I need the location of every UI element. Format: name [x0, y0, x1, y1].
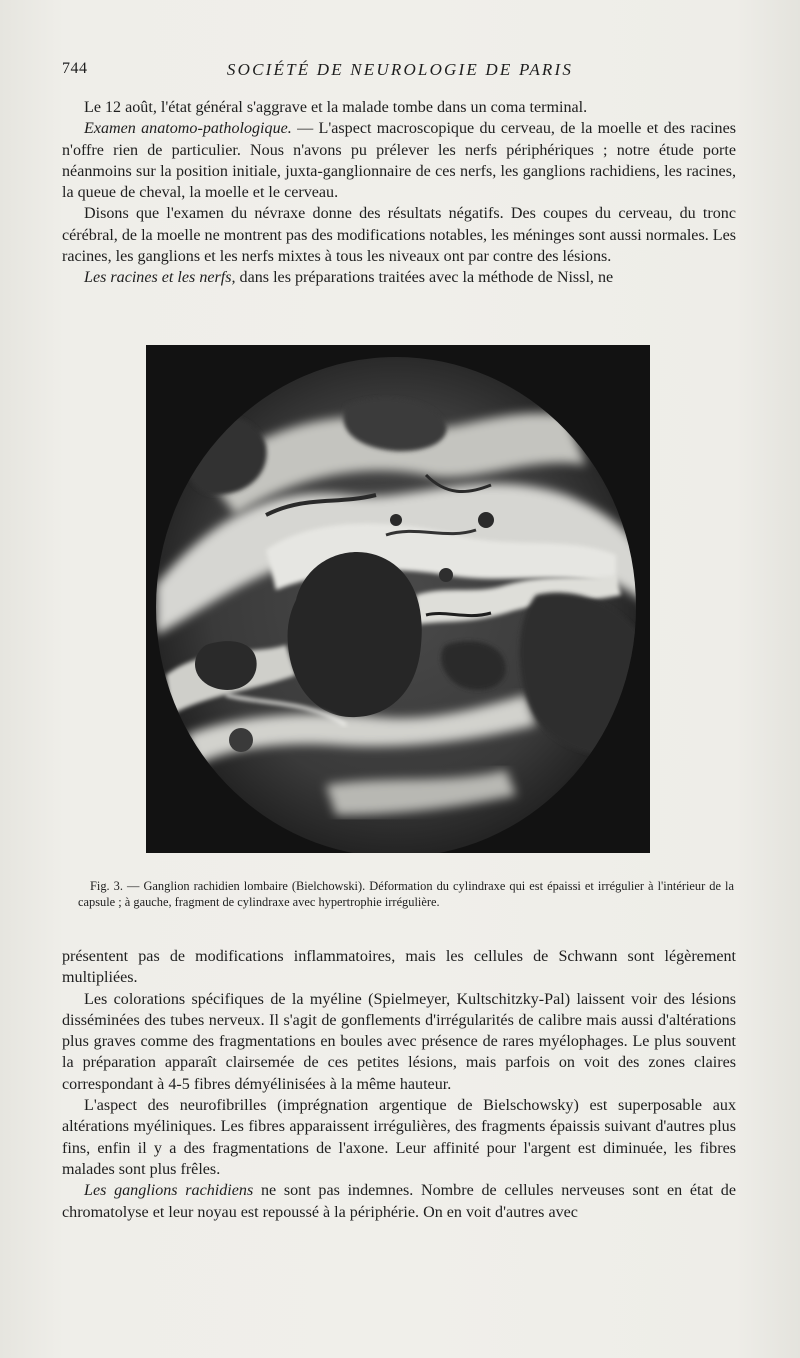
micrograph-image — [146, 345, 650, 853]
paragraph-text: — L'aspect macroscopique du cerveau, de la moelle et des racines n'offre rien de particulier. Nous n'avons pu prélever les nerfs périphériques ; notre étude porte néanmoins sur la position initiale, juxta-ganglionnaire de ces nerfs, les ganglions rachidiens, les racines, la queue de cheval, la moelle et le cerveau. — [62, 120, 737, 202]
running-head — [62, 60, 738, 84]
section-heading: Examen anatomo-pathologique. — [84, 120, 292, 138]
micrograph-figure — [146, 345, 650, 853]
figure-caption — [78, 878, 734, 910]
paragraph: Les colorations spécifiques de la myéline (Spielmeyer, Kultschitzky-Pal) laissent voir des lésions disséminées des tubes nerveux. Il s'agit de gonflements d'irrégularités de calibre mais aussi d'altérations plus graves comme des fragmentations en boules avec présence de rares myélophages. Le plus souvent la préparation apparaît clairsemée de ces petites lésions, mais parfois on voit des zones claires correspondant à 4-5 fibres démyélinisées à la même hauteur. — [62, 990, 736, 1093]
paragraph: Disons que l'examen du névraxe donne des résultats négatifs. Des coupes du cerveau, du tronc cérébral, de la moelle ne montrent pas des modifications notables, les méninges sont aussi normales. Les racines, les ganglions et les nerfs mixtes à tous les niveaux ont par contre des lésions. — [62, 205, 736, 266]
paragraph-lead: Les ganglions rachidiens — [84, 1182, 254, 1200]
paragraph — [62, 1180, 736, 1223]
page-number: 744 — [62, 60, 88, 77]
paragraph — [62, 267, 736, 288]
journal-title: SOCIÉTÉ DE NEUROLOGIE DE PARIS — [226, 60, 574, 79]
paragraph-lead: Les racines et les nerfs, — [84, 269, 236, 287]
text-block-bottom — [62, 946, 736, 1223]
paragraph — [62, 118, 736, 203]
paragraph: présentent pas de modifications inflammatoires, mais les cellules de Schwann sont légèrement multipliées. — [62, 948, 736, 987]
paragraph: L'aspect des neurofibrilles (imprégnation argentique de Bielschowsky) est superposable aux altérations myéliniques. Les fibres apparaissent irrégulières, des fragments épaissis suivant d'autres plus fins, enfin il y a des fragmentations de l'axone. Leur affinité pour l'argent est diminuée, les fibres malades sont plus frêles. — [62, 1097, 736, 1178]
paragraph: Le 12 août, l'état général s'aggrave et la malade tombe dans un coma terminal. — [84, 99, 588, 116]
paragraph-text: dans les préparations traitées avec la méthode de Nissl, ne — [235, 269, 614, 287]
text-block-top — [62, 97, 736, 289]
figure-caption-text: Fig. 3. — Ganglion rachidien lombaire (Bielchowski). Déformation du cylindraxe qui est épaissi et irrégulier à l'intérieur de la capsule ; à gauche, fragment de cylindraxe avec hypertrophie irrégulière. — [78, 879, 734, 909]
paragraph-text: ne sont pas indemnes. Nombre de cellules nerveuses sont en état de chromatolyse et leur noyau est repoussé à la périphérie. On en voit d'autres avec — [62, 1182, 736, 1221]
